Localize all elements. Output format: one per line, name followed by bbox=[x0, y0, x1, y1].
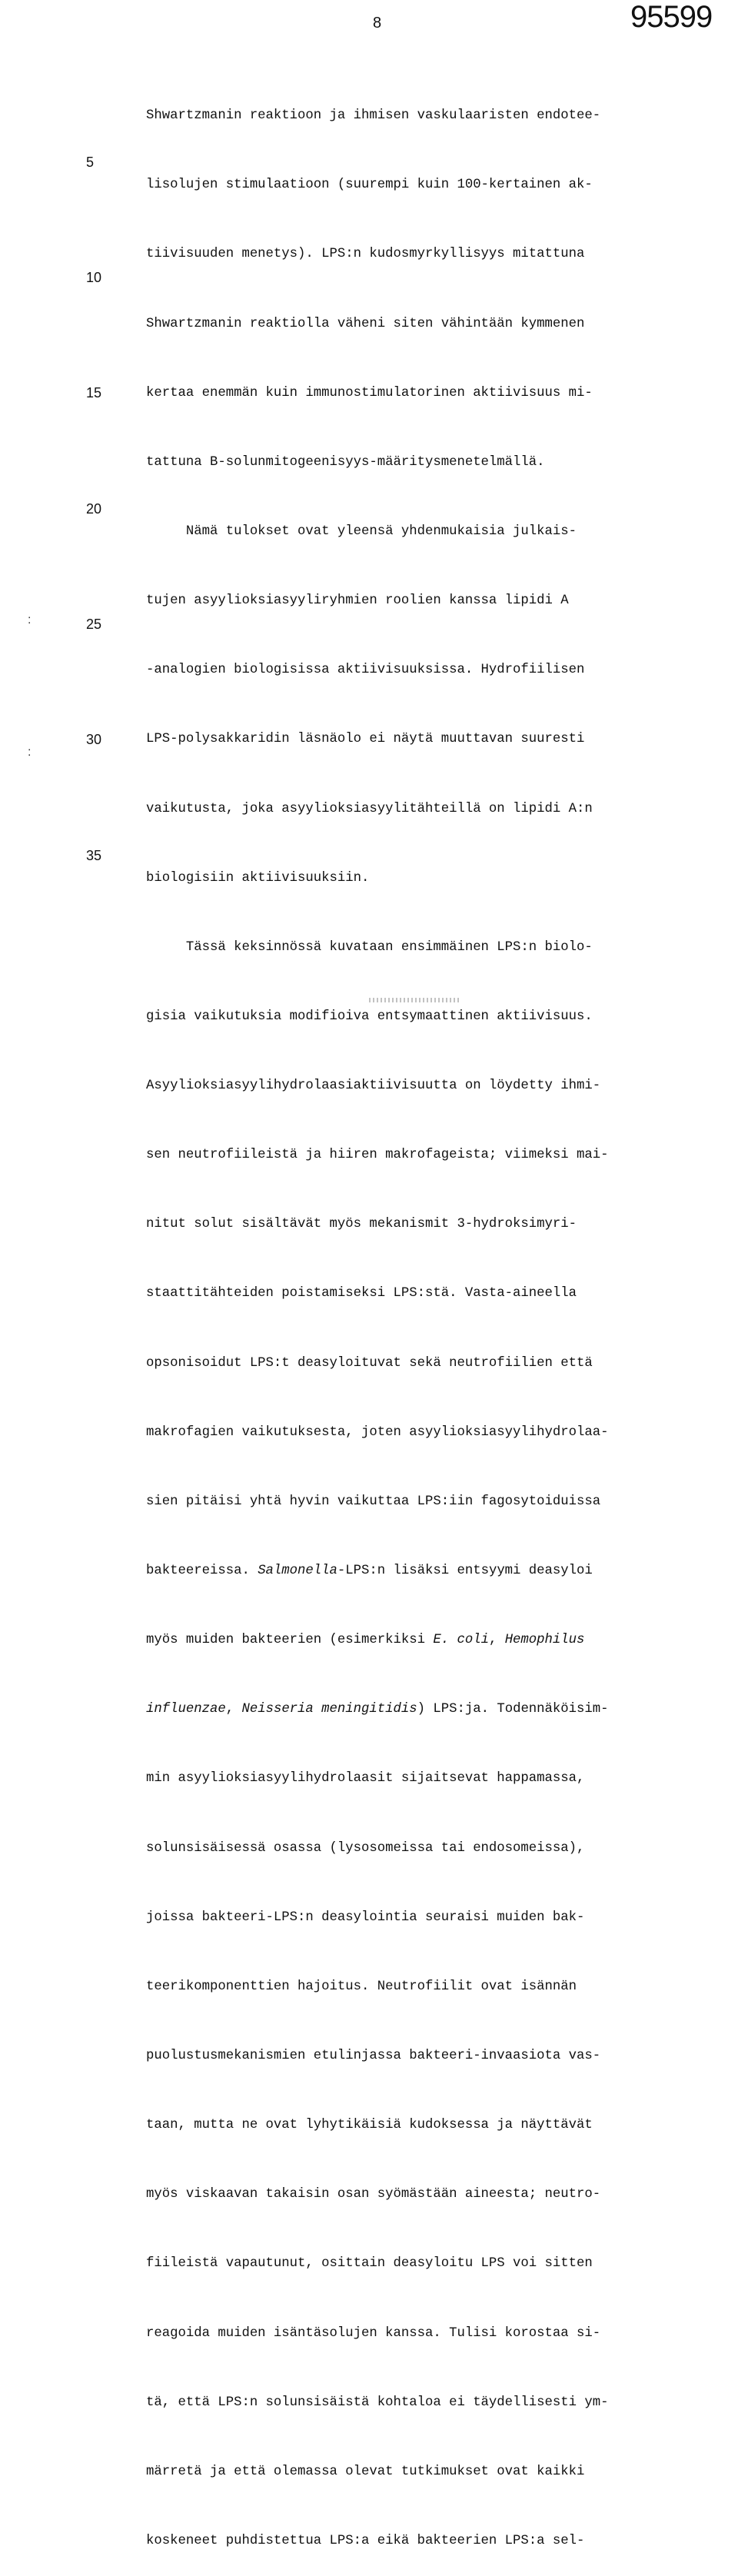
text-line: taan, mutta ne ovat lyhytikäisiä kudoksessa ja näyttävät bbox=[146, 2118, 593, 2133]
text-line: märretä ja että olemassa olevat tutkimukset ovat kaikki bbox=[146, 2464, 585, 2479]
text-line: myös muiden bakteerien (esimerkiksi E. coli, Hemophilus bbox=[146, 1633, 585, 1648]
text-line: Nämä tulokset ovat yleensä yhdenmukaisia julkais- bbox=[146, 524, 577, 539]
text-line: biologisiin aktiivisuuksiin. bbox=[146, 870, 370, 886]
page-number: 8 bbox=[373, 15, 382, 32]
text-line: sen neutrofiileistä ja hiiren makrofageista; viimeksi mai- bbox=[146, 1148, 609, 1163]
text-line: sien pitäisi yhtä hyvin vaikuttaa LPS:iin fagosytoiduissa bbox=[146, 1494, 601, 1509]
text-line: Tässä keksinnössä kuvataan ensimmäinen LPS:n biolo- bbox=[146, 939, 593, 955]
scan-specks bbox=[369, 998, 461, 1002]
text-line: opsonisoidut LPS:t deasyloituvat sekä neutrofiilien että bbox=[146, 1355, 593, 1371]
text-line: tä, että LPS:n solunsisäistä kohtaloa ei täydellisesti ym- bbox=[146, 2395, 609, 2410]
text-line: solunsisäisessä osassa (lysosomeissa tai endosomeissa), bbox=[146, 1840, 585, 1856]
text-line: tujen asyylioksiasyyliryhmien roolien kanssa lipidi A bbox=[146, 593, 569, 609]
text-line: staattitähteiden poistamiseksi LPS:stä. Vasta-aineella bbox=[146, 1286, 577, 1301]
text-line: Asyylioksiasyylihydrolaasiaktiivisuutta on löydetty ihmi- bbox=[146, 1079, 601, 1094]
text-line: reagoida muiden isäntäsolujen kanssa. Tulisi korostaa si- bbox=[146, 2325, 601, 2341]
line-number: 35 bbox=[86, 848, 102, 863]
text-line: Shwartzmanin reaktioon ja ihmisen vaskulaaristen endotee- bbox=[146, 108, 601, 124]
text-line: -analogien biologisissa aktiivisuuksissa. Hydrofiilisen bbox=[146, 663, 585, 678]
text-line: gisia vaikutuksia modifioiva entsymaattinen aktiivisuus. bbox=[146, 1009, 593, 1024]
text-line: Shwartzmanin reaktiolla väheni siten vähintään kymmenen bbox=[146, 316, 585, 331]
text-line: tattuna B-solunmitogeenisyys-määritysmenetelmällä. bbox=[146, 454, 545, 470]
text-line: lisolujen stimulaatioon (suurempi kuin 100-kertainen ak- bbox=[146, 178, 593, 193]
text-line: bakteereissa. Salmonella-LPS:n lisäksi entsyymi deasyloi bbox=[146, 1564, 593, 1579]
text-line: fiileistä vapautunut, osittain deasyloitu LPS voi sitten bbox=[146, 2256, 593, 2272]
line-number: 25 bbox=[86, 617, 102, 632]
text-line: teerikomponenttien hajoitus. Neutrofiilit ovat isännän bbox=[146, 1979, 577, 1994]
body-text bbox=[146, 58, 684, 2576]
text-line: kertaa enemmän kuin immunostimulatorinen aktiivisuus mi- bbox=[146, 385, 593, 401]
text-line: puolustusmekanismien etulinjassa bakteeri-invaasiota vas- bbox=[146, 2049, 601, 2064]
text-line: min asyylioksiasyylihydrolaasit sijaitsevat happamassa, bbox=[146, 1771, 585, 1787]
line-number: 30 bbox=[86, 732, 102, 747]
line-number: 5 bbox=[86, 155, 95, 170]
text-line: LPS-polysakkaridin läsnäolo ei näytä muuttavan suuresti bbox=[146, 732, 585, 747]
line-number: 10 bbox=[86, 270, 102, 285]
text-line: vaikutusta, joka asyylioksiasyylitähteillä on lipidi A:n bbox=[146, 801, 593, 816]
text-line: makrofagien vaikutuksesta, joten asyylioksiasyylihydrolaa- bbox=[146, 1424, 609, 1440]
margin-mark: : bbox=[28, 613, 32, 627]
patent-number: 95599 bbox=[630, 0, 713, 34]
text-line: myös viskaavan takaisin osan syömästään aineesta; neutro- bbox=[146, 2187, 601, 2202]
text-line: nitut solut sisältävät myös mekanismit 3-hydroksimyri- bbox=[146, 1217, 577, 1232]
text-line: influenzae, Neisseria meningitidis) LPS:ja. Todennäköisim- bbox=[146, 1702, 609, 1717]
line-number: 15 bbox=[86, 385, 102, 401]
text-line: tiivisuuden menetys). LPS:n kudosmyrkyllisyys mitattuna bbox=[146, 247, 585, 262]
text-line: koskeneet puhdistettua LPS:a eikä bakteerien LPS:a sel- bbox=[146, 2534, 585, 2549]
margin-mark: : bbox=[28, 746, 32, 759]
line-number: 20 bbox=[86, 501, 102, 517]
text-line: joissa bakteeri-LPS:n deasylointia seuraisi muiden bak- bbox=[146, 1910, 585, 1925]
